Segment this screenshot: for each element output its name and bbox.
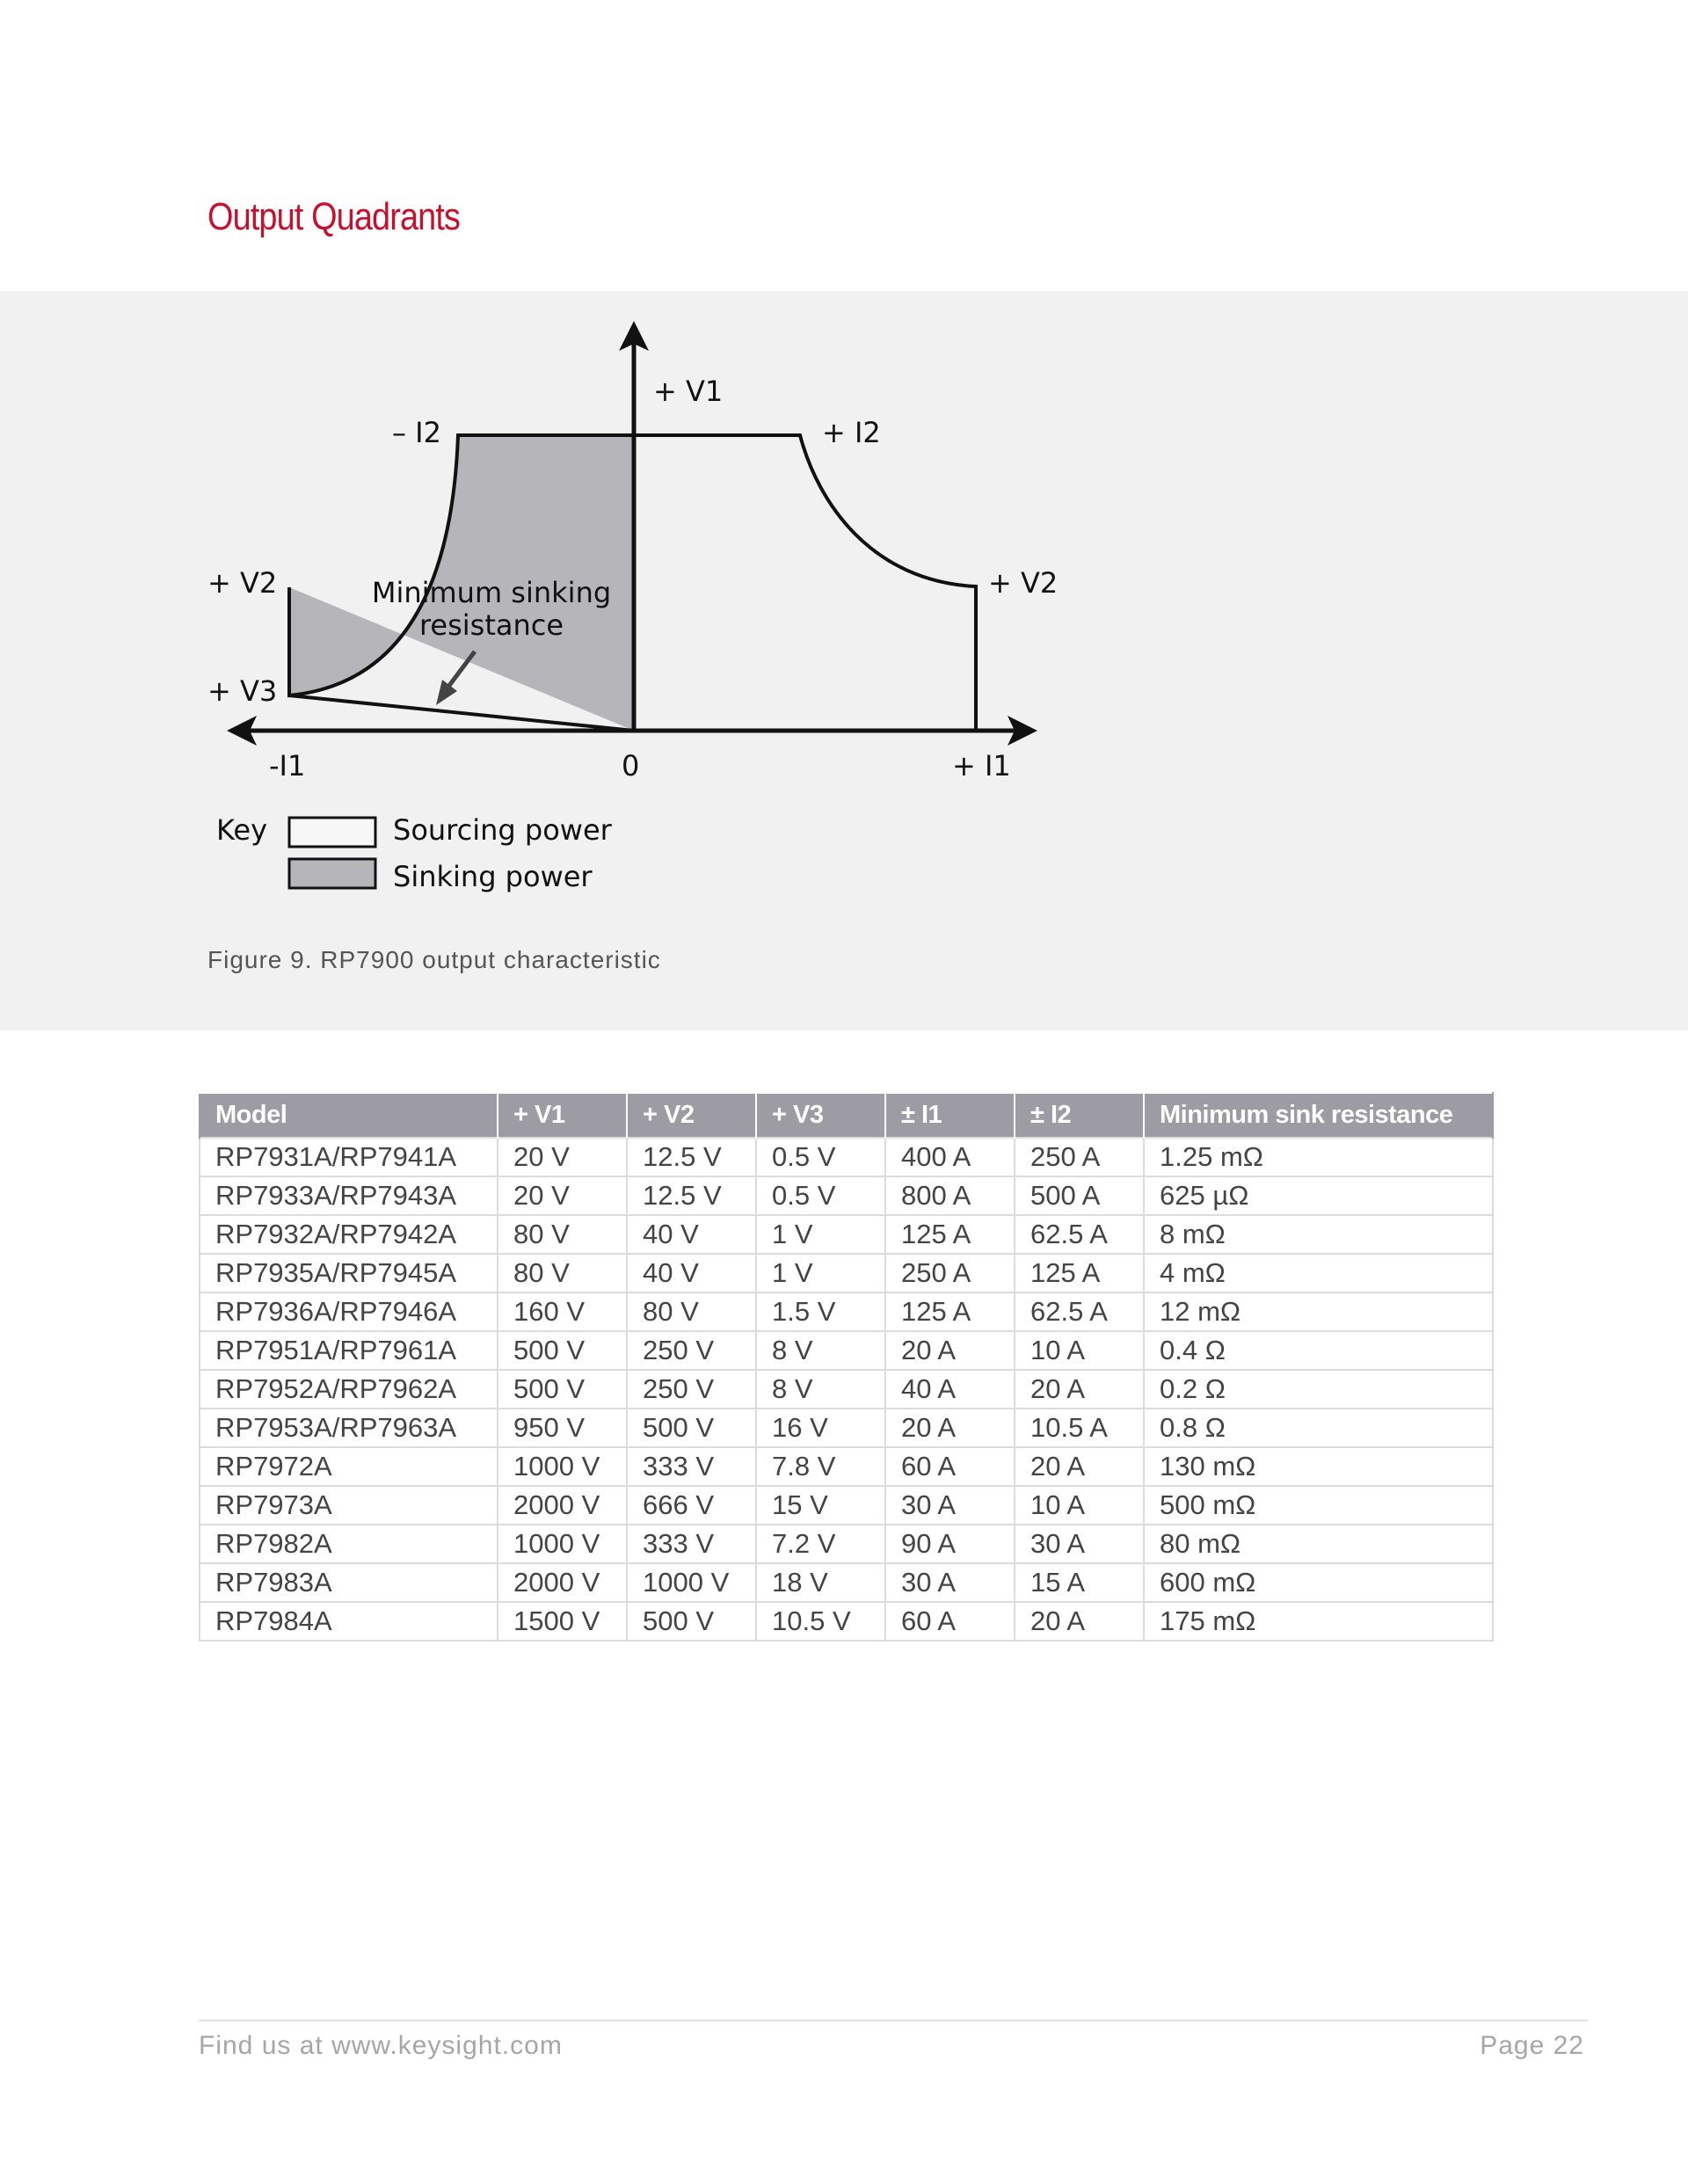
cell-min-sink-resistance: 500 mΩ (1144, 1486, 1493, 1525)
cell-i2: 250 A (1015, 1138, 1144, 1176)
cell-i1: 30 A (885, 1563, 1015, 1602)
cell-model: RP7933A/RP7943A (200, 1176, 498, 1215)
cell-v2: 80 V (627, 1292, 756, 1331)
cell-i2: 62.5 A (1015, 1215, 1144, 1254)
cell-min-sink-resistance: 12 mΩ (1144, 1292, 1493, 1331)
cell-v1: 160 V (498, 1292, 627, 1331)
cell-model: RP7932A/RP7942A (200, 1215, 498, 1254)
cell-min-sink-resistance: 0.8 Ω (1144, 1409, 1493, 1447)
cell-v2: 40 V (627, 1254, 756, 1292)
key-label-sourcing: Sourcing power (393, 813, 612, 847)
cell-min-sink-resistance: 130 mΩ (1144, 1447, 1493, 1486)
cell-v1: 20 V (498, 1176, 627, 1215)
cell-v1: 2000 V (498, 1486, 627, 1525)
label-plus-i2: + I2 (822, 416, 881, 449)
cell-i1: 30 A (885, 1486, 1015, 1525)
cell-v2: 250 V (627, 1370, 756, 1409)
cell-model: RP7972A (200, 1447, 498, 1486)
annotation-line-2: resistance (418, 608, 564, 642)
cell-v2: 250 V (627, 1331, 756, 1370)
cell-i1: 90 A (885, 1525, 1015, 1563)
label-plus-i1: + I1 (952, 749, 1011, 783)
cell-i1: 60 A (885, 1447, 1015, 1486)
cell-min-sink-resistance: 600 mΩ (1144, 1563, 1493, 1602)
cell-i2: 500 A (1015, 1176, 1144, 1215)
table-row (200, 1525, 1493, 1563)
cell-v1: 20 V (498, 1138, 627, 1176)
section-title: Output Quadrants (207, 195, 461, 238)
cell-i2: 20 A (1015, 1370, 1144, 1409)
cell-model: RP7951A/RP7961A (200, 1331, 498, 1370)
cell-min-sink-resistance: 8 mΩ (1144, 1215, 1493, 1254)
cell-v1: 80 V (498, 1254, 627, 1292)
table-row (200, 1602, 1493, 1641)
table-header-row (200, 1093, 1493, 1138)
cell-v2: 333 V (627, 1447, 756, 1486)
header-min-sink-resistance: Minimum sink resistance (1144, 1093, 1493, 1138)
annotation-arrow-head (436, 680, 457, 705)
table-row (200, 1370, 1493, 1409)
cell-min-sink-resistance: 4 mΩ (1144, 1254, 1493, 1292)
table-row (200, 1563, 1493, 1602)
table-row (200, 1486, 1493, 1525)
table-row (200, 1138, 1493, 1176)
cell-v2: 500 V (627, 1409, 756, 1447)
cell-v2: 333 V (627, 1525, 756, 1563)
header-model: Model (200, 1093, 498, 1138)
label-plus-v2-right: + V2 (988, 566, 1059, 600)
cell-v2: 40 V (627, 1215, 756, 1254)
cell-model: RP7931A/RP7941A (200, 1138, 498, 1176)
cell-v2: 500 V (627, 1602, 756, 1641)
table-row (200, 1176, 1493, 1215)
cell-model: RP7973A (200, 1486, 498, 1525)
cell-v3: 1.5 V (756, 1292, 885, 1331)
model-spec-table (199, 1092, 1494, 1642)
figure-caption: Figure 9. RP7900 output characteristic (207, 946, 661, 973)
key-title: Key (216, 813, 268, 847)
cell-min-sink-resistance: 1.25 mΩ (1144, 1138, 1493, 1176)
cell-i2: 62.5 A (1015, 1292, 1144, 1331)
cell-v1: 500 V (498, 1331, 627, 1370)
cell-i2: 10.5 A (1015, 1409, 1144, 1447)
figure-panel (0, 291, 1688, 1030)
table-row (200, 1215, 1493, 1254)
cell-v2: 666 V (627, 1486, 756, 1525)
header-i2: ± I2 (1015, 1093, 1144, 1138)
table-body (200, 1138, 1493, 1641)
table-row (200, 1331, 1493, 1370)
table-row (200, 1409, 1493, 1447)
label-zero: 0 (622, 749, 640, 783)
cell-model: RP7953A/RP7963A (200, 1409, 498, 1447)
cell-v3: 0.5 V (756, 1138, 885, 1176)
cell-v3: 1 V (756, 1215, 885, 1254)
header-i1: ± I1 (885, 1093, 1015, 1138)
cell-v1: 2000 V (498, 1563, 627, 1602)
table-row (200, 1292, 1493, 1331)
cell-v3: 10.5 V (756, 1602, 885, 1641)
label-plus-v1: + V1 (653, 375, 724, 408)
cell-min-sink-resistance: 80 mΩ (1144, 1525, 1493, 1563)
cell-i1: 800 A (885, 1176, 1015, 1215)
cell-model: RP7983A (200, 1563, 498, 1602)
label-minus-i1: -I1 (269, 749, 306, 783)
footer-divider (199, 2020, 1588, 2021)
cell-v3: 18 V (756, 1563, 885, 1602)
cell-v3: 15 V (756, 1486, 885, 1525)
cell-v1: 1000 V (498, 1525, 627, 1563)
cell-i2: 10 A (1015, 1331, 1144, 1370)
header-v2: + V2 (627, 1093, 756, 1138)
cell-v1: 1500 V (498, 1602, 627, 1641)
cell-i2: 20 A (1015, 1447, 1144, 1486)
cell-v3: 1 V (756, 1254, 885, 1292)
cell-i1: 250 A (885, 1254, 1015, 1292)
cell-v1: 950 V (498, 1409, 627, 1447)
cell-v3: 7.2 V (756, 1525, 885, 1563)
label-plus-v2-left: + V2 (207, 566, 278, 600)
cell-min-sink-resistance: 0.4 Ω (1144, 1331, 1493, 1370)
annotation-line-1: Minimum sinking (371, 576, 612, 609)
cell-i1: 40 A (885, 1370, 1015, 1409)
table-row (200, 1254, 1493, 1292)
cell-v1: 1000 V (498, 1447, 627, 1486)
cell-model: RP7952A/RP7962A (200, 1370, 498, 1409)
cell-model: RP7982A (200, 1525, 498, 1563)
cell-i1: 125 A (885, 1215, 1015, 1254)
cell-v3: 8 V (756, 1331, 885, 1370)
label-minus-i2: – I2 (392, 416, 441, 449)
table-row (200, 1447, 1493, 1486)
cell-v1: 500 V (498, 1370, 627, 1409)
cell-min-sink-resistance: 625 µΩ (1144, 1176, 1493, 1215)
cell-v3: 7.8 V (756, 1447, 885, 1486)
output-characteristic-diagram (0, 291, 1688, 1030)
cell-v2: 12.5 V (627, 1176, 756, 1215)
cell-v3: 8 V (756, 1370, 885, 1409)
footer-website-link[interactable]: Find us at www.keysight.com (199, 2031, 563, 2060)
cell-min-sink-resistance: 0.2 Ω (1144, 1370, 1493, 1409)
key-swatch-sourcing (289, 818, 375, 847)
cell-model: RP7935A/RP7945A (200, 1254, 498, 1292)
cell-i2: 125 A (1015, 1254, 1144, 1292)
cell-min-sink-resistance: 175 mΩ (1144, 1602, 1493, 1641)
key-swatch-sinking (289, 859, 375, 888)
cell-i2: 20 A (1015, 1602, 1144, 1641)
cell-model: RP7936A/RP7946A (200, 1292, 498, 1331)
cell-v2: 12.5 V (627, 1138, 756, 1176)
cell-v1: 80 V (498, 1215, 627, 1254)
cell-i2: 15 A (1015, 1563, 1144, 1602)
cell-i1: 125 A (885, 1292, 1015, 1331)
cell-i1: 20 A (885, 1331, 1015, 1370)
cell-v2: 1000 V (627, 1563, 756, 1602)
cell-i1: 20 A (885, 1409, 1015, 1447)
page-number: Page 22 (1480, 2031, 1584, 2060)
cell-i2: 30 A (1015, 1525, 1144, 1563)
header-v3: + V3 (756, 1093, 885, 1138)
cell-i1: 400 A (885, 1138, 1015, 1176)
cell-model: RP7984A (200, 1602, 498, 1641)
cell-i2: 10 A (1015, 1486, 1144, 1525)
header-v1: + V1 (498, 1093, 627, 1138)
cell-v3: 16 V (756, 1409, 885, 1447)
key-label-sinking: Sinking power (393, 860, 593, 893)
cell-v3: 0.5 V (756, 1176, 885, 1215)
label-plus-v3: + V3 (207, 674, 278, 708)
cell-i1: 60 A (885, 1602, 1015, 1641)
